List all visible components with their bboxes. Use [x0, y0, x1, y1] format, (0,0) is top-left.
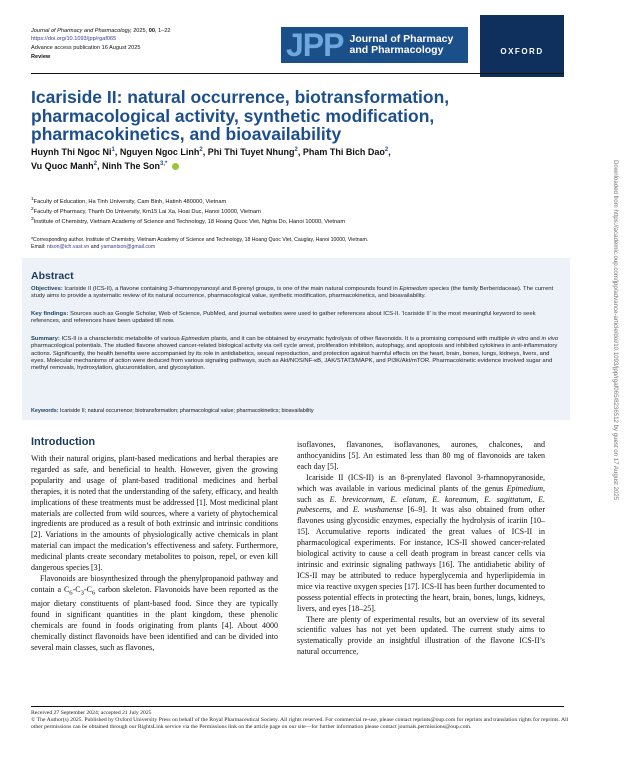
header-divider: [31, 73, 564, 74]
journal-logo: [281, 27, 468, 63]
email-link[interactable]: yamantson@gmail.com: [100, 244, 156, 251]
author[interactable]: Ninh The Son$^{3,*}$: [102, 160, 168, 171]
abstract-heading: Abstract: [31, 270, 74, 282]
section-heading-introduction: Introduction: [31, 436, 96, 448]
body-column-right: [297, 440, 545, 658]
abstract-summary: Summary: ICS-II is a characteristic metabolite of various Epimedum plants, and it can be obtained by enzymatic hydrolysis of other flavonoids. It is a promising compound with multiple in vitro and in vivo pharmacological potentials. The studied flavone showed cancer-related biological activity via cell cycle arrest, proliferation inhibition, autophagy, and apoptosis and inhibited cytokines in anti-inflammatory actions. Significantly, the health benefits were accompanied by its role in antidiabetics, sexual reproduction, and protection against harmful effects on the heart, brain, bones, lungs, kidneys, livers, and eyes. Molecular mechanisms of action were deduced from various signaling pathways, such as Akt/NOS/NF-κB, JAK/STAT3/MAPK, and PI3K/Akt/mTOR. Pharmacokinetic evidence involved sugar and methyl removals, hydroxylation, glucuronidation, and glycosylation.: [31, 336, 559, 372]
affiliation: $^1$Faculty of Education, Ha Tinh University, Cam Binh, Hatinh 480000, Vietnam: [31, 197, 227, 205]
advance-access: Advance access publication 16 August 2025: [31, 44, 141, 51]
paragraph: Icariside II (ICS-II) is an 8-prenylated flavonol 3-rhamnopyranoside, which was available in various medicinal plants of the genus Epimedium, such as E. brevicornum, E. elatum, E. koreanum, E. sagittatum, E. pubescens, and E. wushanense [6–9]. It was also obtained from other flavones using glycosidic enzymes, especially the hydrolysis of icariin [10–15]. Accumulative reports indicated the great values of ICS-II in pharmacological experiments. For instance, ICS-II showed cancer-related biological activity to cause a cell death program in breast cancer cells via intrinsic and extrinsic signaling pathways [16]. The antidiabetic ability of ICS-II may be attributed to reduce hyperglycemia and hyperlipidemia in mice via reactive oxygen species [17]. ICS-II has been further documented to possess potential effects in protecting the heart, brain, bones, lungs, kidneys, livers, and eyes [18–25].: [297, 472, 545, 613]
paragraph: isoflavones, flavanones, isoflavanones, aurones, chalcones, and anthocyanidins [5]. An estimated less than 80 mg of flavonoids are taken each day [5].: [297, 440, 545, 471]
affiliation: $^3$Institute of Chemistry, Vietnam Academy of Science and Technology, 18 Hoang Quoc Viet, Nghia Do, Hanoi 10000, Vietnam: [31, 217, 346, 226]
download-watermark: Downloaded from https://academic.oup.com/jpp/advance-article/doi/10.1093/jpp/rgaf065/8236512 by guest on 17 August 2025: [612, 160, 619, 501]
article-title: Icariside II: natural occurrence, biotransformation, pharmacological activity, synthetic modification, pharmacokinetics, and bioavailability: [31, 87, 450, 144]
author-list: Huynh Thi Ngoc Ni$^1$, Nguyen Ngoc Linh$^2$, Phi Thi Tuyet Nhung$^2$, Pham Thi Bich Dao$^2$, Vu Quoc Manh$^2$, Ninh The Son$^{3,*}$: [31, 147, 391, 171]
author[interactable]: Huynh Thi Ngoc Ni$^1$: [31, 147, 115, 157]
author[interactable]: Vu Quoc Manh$^2$: [31, 160, 98, 171]
author[interactable]: Nguyen Ngoc Linh$^2$: [119, 147, 203, 157]
paragraph: With their natural origins, plant-based medications and herbal therapies are regarded as safe, and beneficial to health. However, given the growing popularity and usage of plant-based traditional medicines and herbal therapies, it is noted that the understanding of the safety, efficacy, and health implications of these treatments must be addressed [1]. Most medicinal plant materials are collected from wild sources, where a variety of phytochemical ingredients are produced as a result of both extrinsic and intrinsic conditions [2]. Variations in the amounts of physiologically active chemicals in plant material can impact the medication’s effectiveness and safety. Furthermore, medicinal plants create secondary metabolites to poison, repel, or even kill dangerous species [3].: [31, 454, 278, 573]
body-column-left: [31, 454, 278, 654]
doi-link[interactable]: https://doi.org/10.1093/jpp/rgaf065: [31, 36, 117, 43]
abstract-objectives: Objectives: Icariside II (ICS-II), a flavone containing 3-rhamnopyranosyl and 8-prenyl groups, is one of the main natural compounds found in Epimedum species (the family Berberidaceae). The current study aims to provide a systematic review of its natural occurrence, pharmacological value, synthetic modification, pharmacokinetics, and bioavailability.: [31, 286, 554, 300]
article-type: Review: [31, 54, 51, 61]
publisher-logo: OXFORD: [480, 15, 564, 77]
author[interactable]: Phi Thi Tuyet Nhung$^2$: [207, 147, 298, 157]
header-meta: [31, 27, 171, 62]
paragraph: There are plenty of experimental results, but an overview of its several scientific values has not yet been updated. The current study aims to systematically provide an insightful illustration of the flavone ICS-II’s natural occurrence,: [297, 614, 545, 657]
author[interactable]: Pham Thi Bich Dao$^2$: [302, 147, 389, 157]
abstract-key-findings: Key findings: Sources such as Google Scholar, Web of Science, PubMed, and journal websites were used to gather references about ICS-II. ‘Icariside II’ is the most meaningful keyword to seek references, and references have been updated till now.: [31, 311, 536, 325]
journal-citation: Journal of Pharmacy and Pharmacology, 2025, 00, 1–22: [31, 28, 171, 34]
orcid-icon[interactable]: [172, 163, 179, 170]
received-dates: Received 27 September 2024; accepted 21 July 2025: [31, 710, 152, 716]
journal-logo-letters: JPP: [286, 27, 344, 63]
journal-logo-name: Journal of Pharmacy and Pharmacology: [349, 33, 454, 56]
affiliations: [31, 196, 345, 227]
corresponding-author: *Corresponding author. Institute of Chemistry, Vietnam Academy of Science and Technology, 18 Hoang Quoc Viet, Cauglay, Hanoi 10000, Vietnam. Email: ntson@ich.vast.vn and yamantson@gmail.com: [31, 237, 369, 251]
paragraph: Flavonoids are biosynthesized through the phenylpropanoid pathway and contain a $C_6-C_3-C_6$ carbon skeleton. Flavonoids have been reported as the major dietary constituents of plant-based food. Since they are typically found in significant quantities in the plant kingdom, these phenolic chemicals are found in foods originating from plants [4]. About 4000 chemically distinct flavonoids have been identified and can be divided into several main classes, such as flavones,: [31, 573, 278, 652]
copyright-notice: © The Author(s) 2025. Published by Oxford University Press on behalf of the Royal Pharmaceutical Society. All rights reserved. For commercial re-use, please contact reprints@oup.com for reprints and translation rights for reprints. All other permissions can be obtained through our RightsLink service via the Permissions link on the article page on our site—for further information please contact journals.permissions@oup.com.: [31, 717, 569, 731]
email-link[interactable]: ntson@ich.vast.vn: [46, 244, 90, 251]
footer-divider: [31, 706, 564, 707]
footer: [31, 710, 571, 732]
affiliation: $^2$Faculty of Pharmacy, Thanh Do University, Km15 Lai Xa, Hoai Duc, Hanoi 10000, Vietnam: [31, 207, 261, 216]
keywords: Keywords: Icariside II; natural occurrence; biotransformation; pharmacological value; pharmacokinetics; bioavailability: [31, 408, 314, 414]
